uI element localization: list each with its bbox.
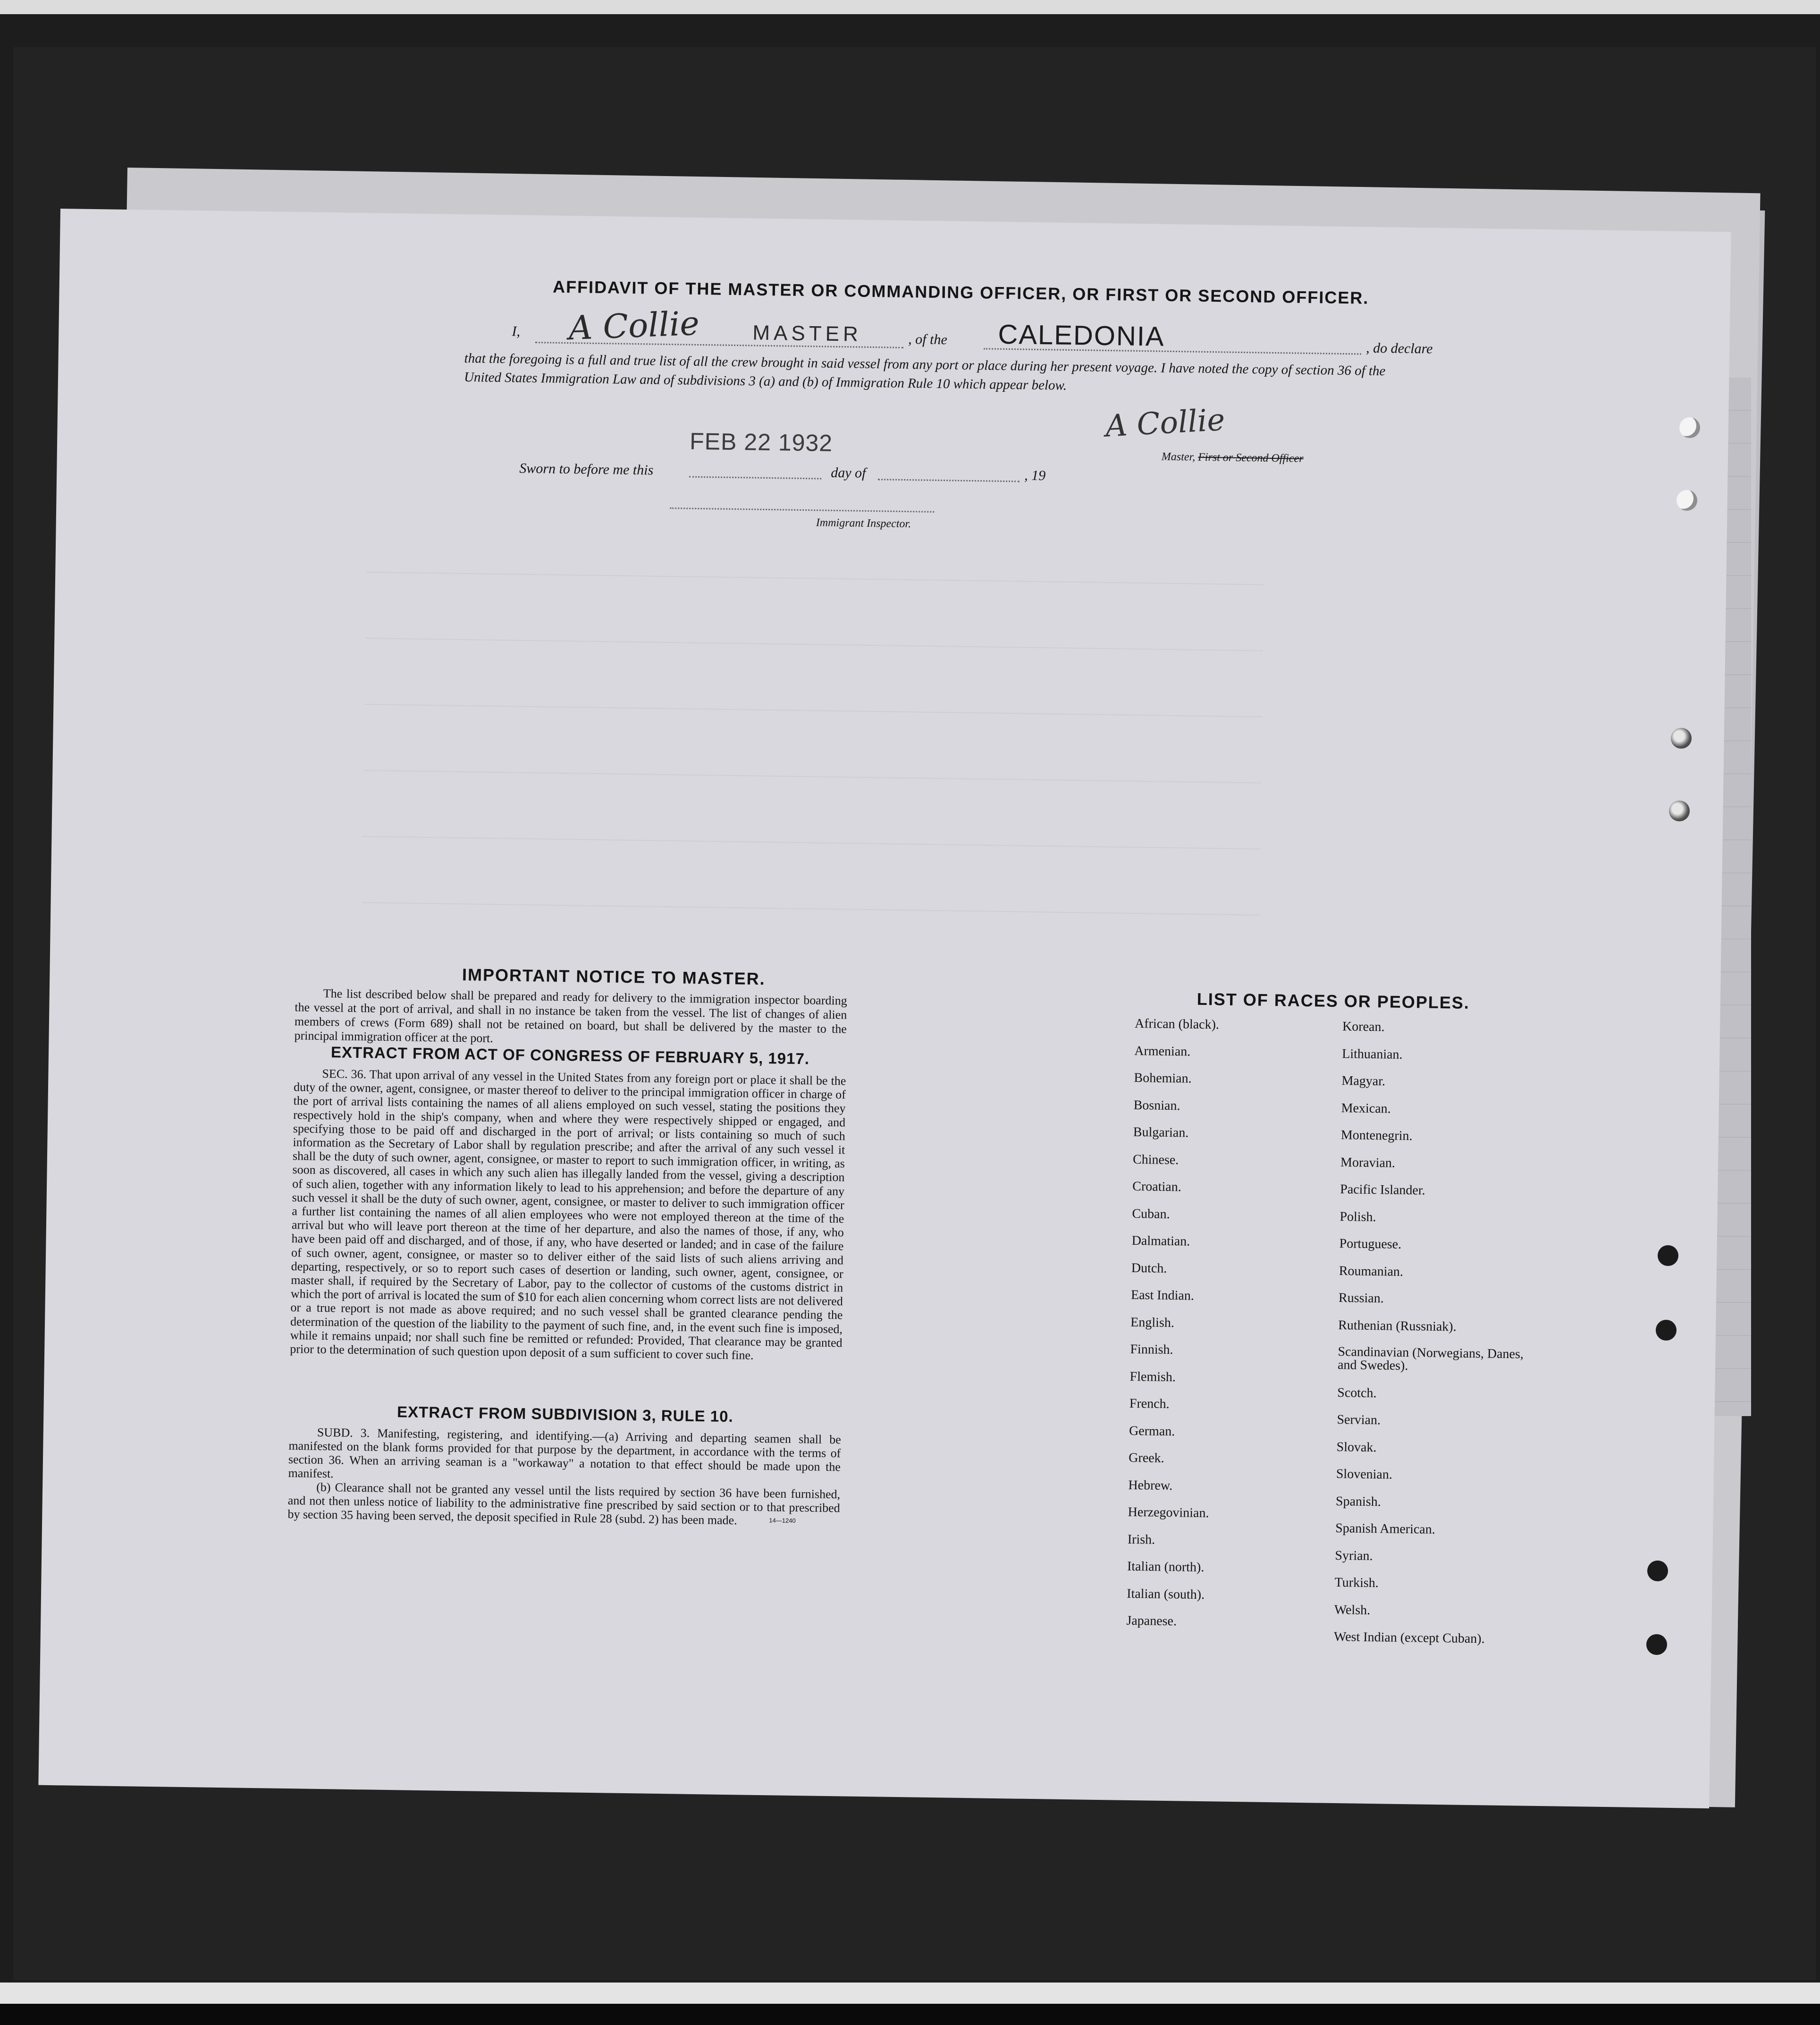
race-item: West Indian (except Cuban). xyxy=(1333,1629,1485,1646)
race-item: English. xyxy=(1130,1315,1175,1330)
race-item: Korean. xyxy=(1342,1019,1385,1035)
master-signature: A Collie xyxy=(568,304,700,348)
extract-rule-title: EXTRACT FROM SUBDIVISION 3, RULE 10. xyxy=(396,1403,733,1426)
race-item: Portuguese. xyxy=(1339,1236,1402,1252)
race-item: Scotch. xyxy=(1337,1385,1377,1401)
bleed-through-row xyxy=(363,836,1260,850)
punch-hole xyxy=(1647,1561,1668,1581)
race-item: Slovak. xyxy=(1336,1439,1377,1455)
race-item: Croatian. xyxy=(1132,1179,1181,1195)
race-item: Polish. xyxy=(1340,1209,1376,1224)
officer-title-struck: First or Second Officer xyxy=(1198,451,1304,465)
punch-hole xyxy=(1658,1245,1678,1266)
punch-hole xyxy=(1679,417,1700,438)
race-item: Mexican. xyxy=(1341,1100,1391,1116)
rule-paragraph-b: (b) Clearance shall not be granted any vessel until the lists required by section 36 have been furnished, and not then unless notice of liability to the administrative fine prescribed by said section or to that prescribed by section 35 having been served, the deposit specified in Rule 28 (subd. 2) has been made. xyxy=(287,1480,841,1527)
race-item: Ruthenian (Russniak). xyxy=(1338,1317,1457,1334)
races-title: LIST OF RACES OR PEOPLES. xyxy=(1196,989,1470,1012)
bleed-through-row xyxy=(367,572,1264,585)
film-border-top xyxy=(0,0,1820,14)
vessel-blank-line xyxy=(984,348,1361,354)
punch-hole xyxy=(1656,1320,1677,1341)
race-item: Magyar. xyxy=(1341,1073,1386,1089)
bleed-through-row xyxy=(365,704,1262,717)
race-item: Bosnian. xyxy=(1133,1097,1180,1113)
race-item: Scandinavian (Norwegians, Danes, and Swedes). xyxy=(1337,1344,1524,1374)
race-item: Slovenian. xyxy=(1336,1467,1393,1482)
punch-hole xyxy=(1677,490,1697,511)
notice-body: The list described below shall be prepared and ready for delivery to the immigration inspector boarding the vessel at the port of arrival, and shall in no instance be taken from the vessel. The list of changes of alien members of crews (Form 689) shall not be retained on board, but shall be delivered by the master to the principal immigration officer at the port. xyxy=(294,986,847,1045)
day-of-text: day of xyxy=(831,464,866,481)
punch-hole xyxy=(1669,801,1690,821)
film-sprocket-strip xyxy=(0,2004,1820,2025)
race-item: Irish. xyxy=(1127,1532,1155,1547)
race-item: Italian (south). xyxy=(1127,1586,1205,1602)
race-item: Roumanian. xyxy=(1339,1263,1404,1279)
ship-name: CALEDONIA xyxy=(998,319,1165,352)
month-blank xyxy=(878,479,1020,482)
master-rank-stamp: MASTER xyxy=(752,321,862,346)
do-declare-text: , do declare xyxy=(1365,340,1433,357)
race-item: African (black). xyxy=(1134,1016,1220,1032)
officer-title xyxy=(1162,451,1304,465)
year-prefix: , 19 xyxy=(1024,467,1046,484)
race-item: Bulgarian. xyxy=(1133,1124,1189,1140)
bleed-through-row xyxy=(364,770,1261,784)
race-item: Hebrew. xyxy=(1128,1477,1173,1493)
race-item: Turkish. xyxy=(1334,1575,1379,1591)
race-item: Herzegovinian. xyxy=(1128,1504,1209,1521)
officer-signature: A Collie xyxy=(1104,402,1226,444)
date-stamp: FEB 22 1932 xyxy=(689,428,833,456)
affidavit-page xyxy=(38,209,1731,1808)
race-item: Montenegrin. xyxy=(1340,1128,1413,1144)
race-item: Greek. xyxy=(1129,1450,1164,1466)
race-item: Bohemian. xyxy=(1134,1070,1192,1086)
race-item: Armenian. xyxy=(1134,1043,1191,1059)
race-item: Moravian. xyxy=(1340,1155,1396,1171)
races-list xyxy=(1126,1016,1559,1646)
race-item: Syrian. xyxy=(1335,1548,1373,1563)
bleed-through-row xyxy=(362,902,1259,916)
race-item: Cuban. xyxy=(1132,1206,1170,1222)
inspector-label: Immigrant Inspector. xyxy=(816,516,911,531)
sworn-day-blank xyxy=(689,476,821,480)
race-item: Flemish. xyxy=(1129,1369,1176,1384)
extract-rule-body xyxy=(287,1425,841,1528)
officer-title-master: Master, xyxy=(1161,450,1196,464)
race-item: Italian (north). xyxy=(1127,1559,1205,1575)
affidavit-title: AFFIDAVIT OF THE MASTER OR COMMANDING OFFICER, OR FIRST OR SECOND OFFICER. xyxy=(552,277,1369,308)
form-number: 14—1240 xyxy=(769,1517,796,1525)
affidavit-intro: I, xyxy=(512,323,521,339)
race-item: Finnish. xyxy=(1130,1342,1173,1358)
race-item: Dalmatian. xyxy=(1131,1233,1190,1249)
race-item: German. xyxy=(1129,1423,1175,1439)
race-item: Spanish. xyxy=(1335,1493,1381,1509)
race-item: Pacific Islander. xyxy=(1340,1182,1425,1198)
inspector-blank-line xyxy=(670,507,934,513)
affidavit-body: that the foregoing is a full and true list of all the crew brought in said vessel from any port or place during her present voyage. I have noted the copy of section 36 of the United States Immigration Law and of subdivisions 3 (a) and (b) of Immigration Rule 10 which appear below. xyxy=(463,350,1386,393)
punch-hole xyxy=(1671,728,1692,749)
extract-act-title: EXTRACT FROM ACT OF CONGRESS OF FEBRUARY 5, 1917. xyxy=(330,1043,810,1068)
bleed-through-row xyxy=(366,638,1263,651)
race-item: French. xyxy=(1129,1396,1170,1412)
race-item: Spanish American. xyxy=(1335,1520,1435,1537)
punch-hole xyxy=(1646,1634,1667,1655)
race-item: East Indian. xyxy=(1130,1287,1195,1303)
race-item: Japanese. xyxy=(1126,1613,1177,1629)
race-item: Lithuanian. xyxy=(1342,1046,1403,1062)
notice-title: IMPORTANT NOTICE TO MASTER. xyxy=(462,965,766,989)
sworn-text: Sworn to before me this xyxy=(519,460,654,478)
race-item: Servian. xyxy=(1337,1412,1381,1428)
of-the-text: , of the xyxy=(908,331,948,348)
rule-paragraph-a: SUBD. 3. Manifesting, registering, and identifying.—(a) Arriving and departing seamen shall be manifested on the blank forms provided for that purpose by the department, in accordance with the terms of section 36. When an arriving seaman is a "workaway" a notation to that effect should be made upon the manifest. xyxy=(288,1425,841,1481)
race-item: Welsh. xyxy=(1334,1602,1371,1618)
race-item: Dutch. xyxy=(1131,1260,1167,1276)
race-item: Chinese. xyxy=(1132,1152,1179,1167)
extract-act-body: SEC. 36. That upon arrival of any vessel in the United States from any foreign port or place it shall be the duty of the owner, agent, consignee, or master thereof to deliver to the principal immigration officer in charge of the port of arrival lists containing the names of all aliens employed on such vessel, stating the positions they respectively hold in the ship's company, when and where they were respectively shipped or engaged, and specifying those to be paid off and discharged in the port of arrival; or lists containing so much of such information as the Secretary of Labor shall by regulation prescribe; and after the arrival of any such vessel it shall be the duty of such owner, agent, consignee, or master to report to such immigration officer, in writing, as soon as discovered, all cases in which any such alien has illegally landed from the vessel, giving a description of such alien, together with any information likely to lead to his apprehension; and before the departure of any such vessel it shall be the duty of such owner, agent, consignee, or master to deliver to such immigration officer a further list containing the names of all alien employees who were not employed thereon at the time of the arrival but who will leave port thereon at the time of her departure, and also the names of those, if any, who have been paid off and discharged, and of those, if any, who have deserted or landed; and in case of the failure of such owner, agent, consignee, or master so to deliver either of the said lists of such aliens arriving and departing, respectively, or so to report such cases of desertion or landing, such owner, agent, consignee, or master shall, if required by the Secretary of Labor, pay to the collector of customs of the customs district in which the port of arrival is located the sum of $10 for each alien concerning whom correct lists are not delivered or a true report is not made as above required; and no such vessel shall be granted clearance pending the determination of the question of the liability to the payment of such fine, and, in the event such fine is imposed, while it remains unpaid; nor shall such fine be remitted or refunded: Provided, That clearance may be granted prior to the determination of such question upon deposit of a sum sufficient to cover such fine. xyxy=(290,1066,846,1362)
race-item: Russian. xyxy=(1338,1291,1384,1306)
